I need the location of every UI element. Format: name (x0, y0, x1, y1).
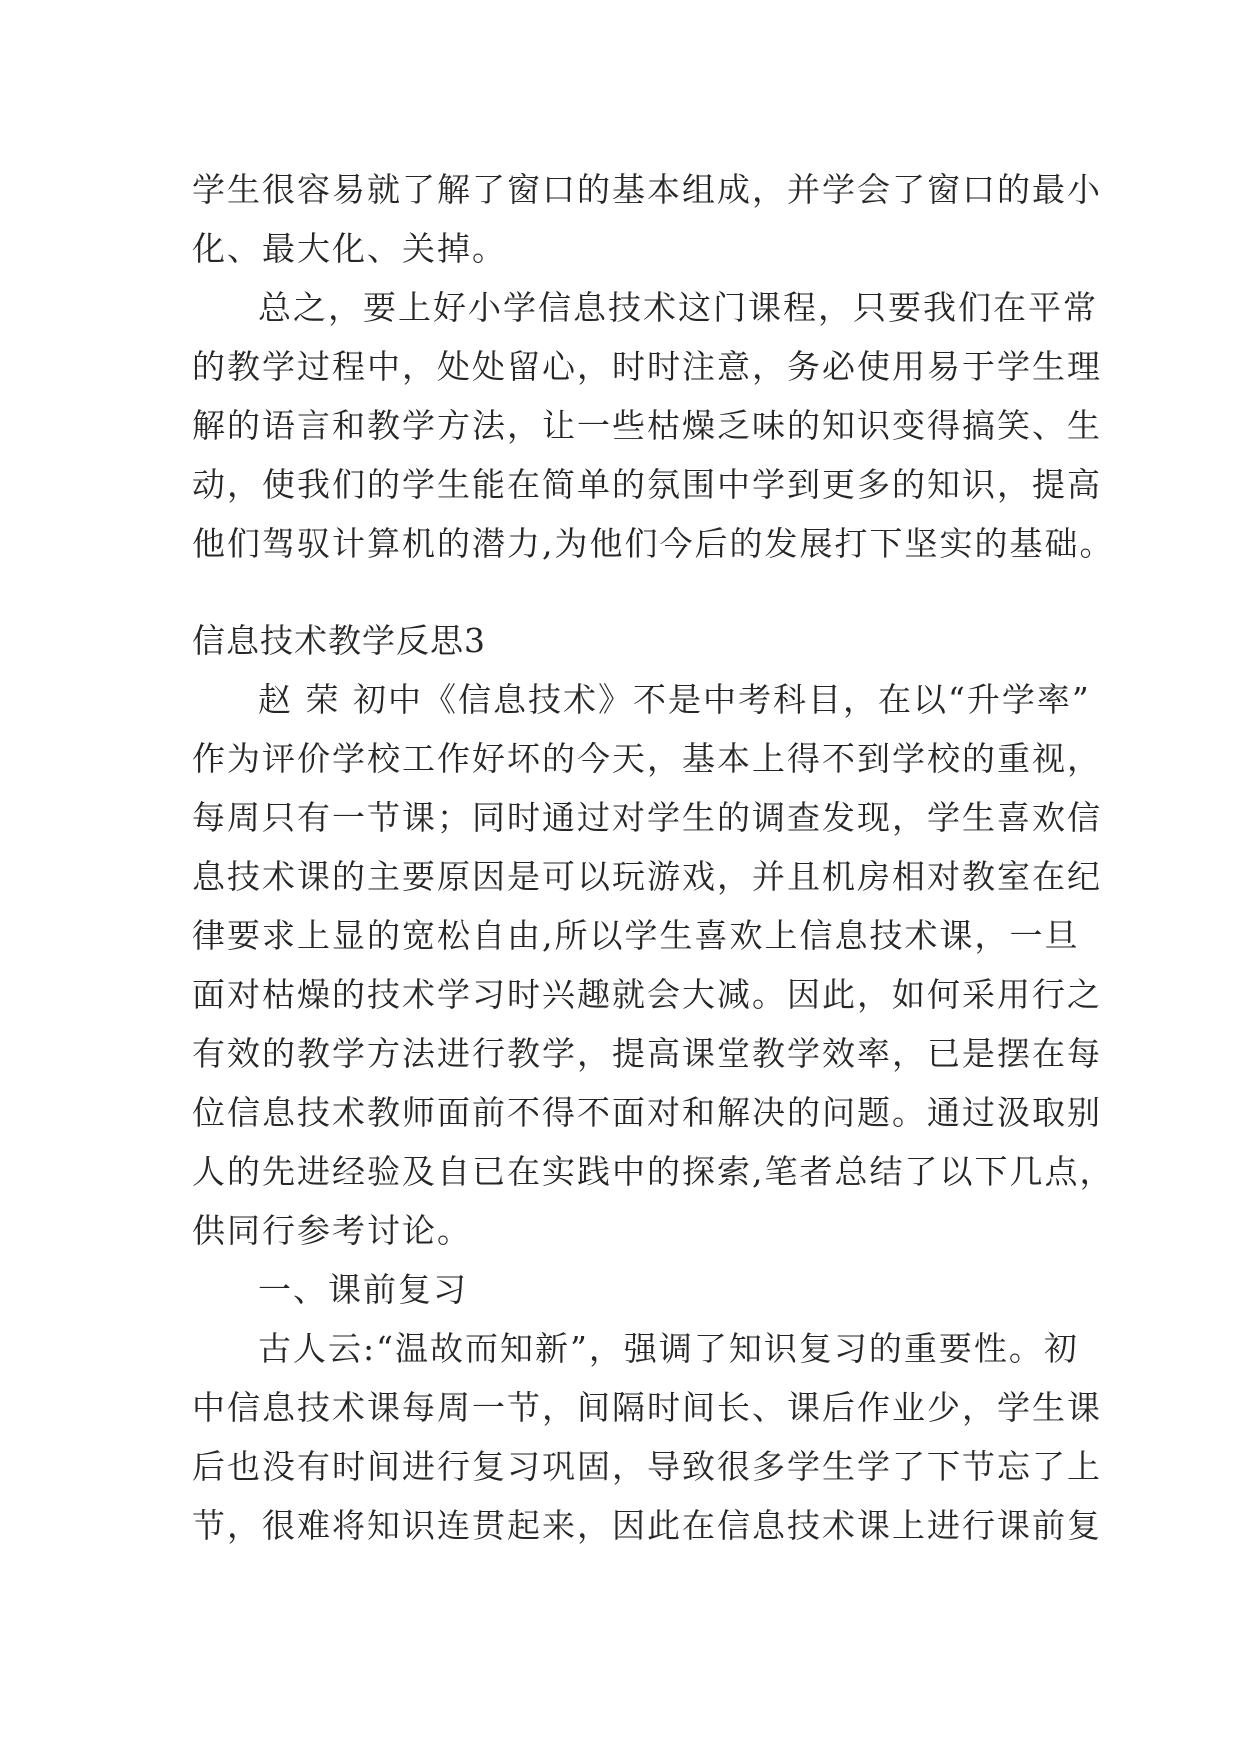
text-line: 总之，要上好小学信息技术这门课程，只要我们在平常 (258, 288, 1098, 327)
section-heading: 信息技术教学反思3 (192, 621, 486, 660)
text-line: 动，使我们的学生能在简单的氛围中学到更多的知识，提高 (192, 465, 1102, 504)
text-line: 息技术课的主要原因是可以玩游戏，并且机房相对教室在纪 (192, 857, 1102, 896)
text-line: 化、最大化、关掉。 (192, 229, 507, 268)
text-line: 作为评价学校工作好坏的今天，基本上得不到学校的重视， (192, 739, 1102, 778)
paragraph (192, 1319, 1102, 1555)
paragraph (192, 670, 1115, 1260)
text-line: 古人云:“温故而知新”，强调了知识复习的重要性。初 (258, 1329, 1079, 1368)
text-line: 有效的教学方法进行教学，提高课堂教学效率，已是摆在每 (192, 1034, 1102, 1073)
text-line: 面对枯燥的技术学习时兴趣就会大减。因此，如何采用行之 (192, 975, 1102, 1014)
paragraph (192, 278, 1115, 573)
spacer (192, 573, 1052, 611)
text-line: 赵 荣 初中《信息技术》不是中考科目，在以“升学率” (258, 680, 1091, 719)
text-line: 后也没有时间进行复习巩固，导致很多学生学了下节忘了上 (192, 1447, 1102, 1486)
document-body (192, 160, 1115, 1555)
text-line: 他们驾驭计算机的潜力,为他们今后的发展打下坚实的基础。 (192, 524, 1115, 563)
text-line: 位信息技术教师面前不得不面对和解决的问题。通过汲取别 (192, 1093, 1102, 1132)
text-line: 每周只有一节课；同时通过对学生的调查发现，学生喜欢信 (192, 798, 1102, 837)
text-line: 解的语言和教学方法，让一些枯燥乏味的知识变得搞笑、生 (192, 406, 1102, 445)
text-line: 律要求上显的宽松自由,所以学生喜欢上信息技术课，一旦 (192, 916, 1080, 955)
text-line: 人的先进经验及自已在实践中的探索,笔者总结了以下几点， (192, 1152, 1115, 1191)
text-line: 供同行参考讨论。 (192, 1211, 472, 1250)
text-line: 学生很容易就了解了窗口的基本组成，并学会了窗口的最小 (192, 170, 1102, 209)
text-line: 的教学过程中，处处留心，时时注意，务必使用易于学生理 (192, 347, 1102, 386)
text-line: 中信息技术课每周一节，间隔时间长、课后作业少，学生课 (192, 1388, 1102, 1427)
subsection-heading: 一、课前复习 (258, 1270, 468, 1309)
paragraph (192, 160, 1102, 278)
text-line: 节，很难将知识连贯起来，因此在信息技术课上进行课前复 (192, 1506, 1102, 1545)
